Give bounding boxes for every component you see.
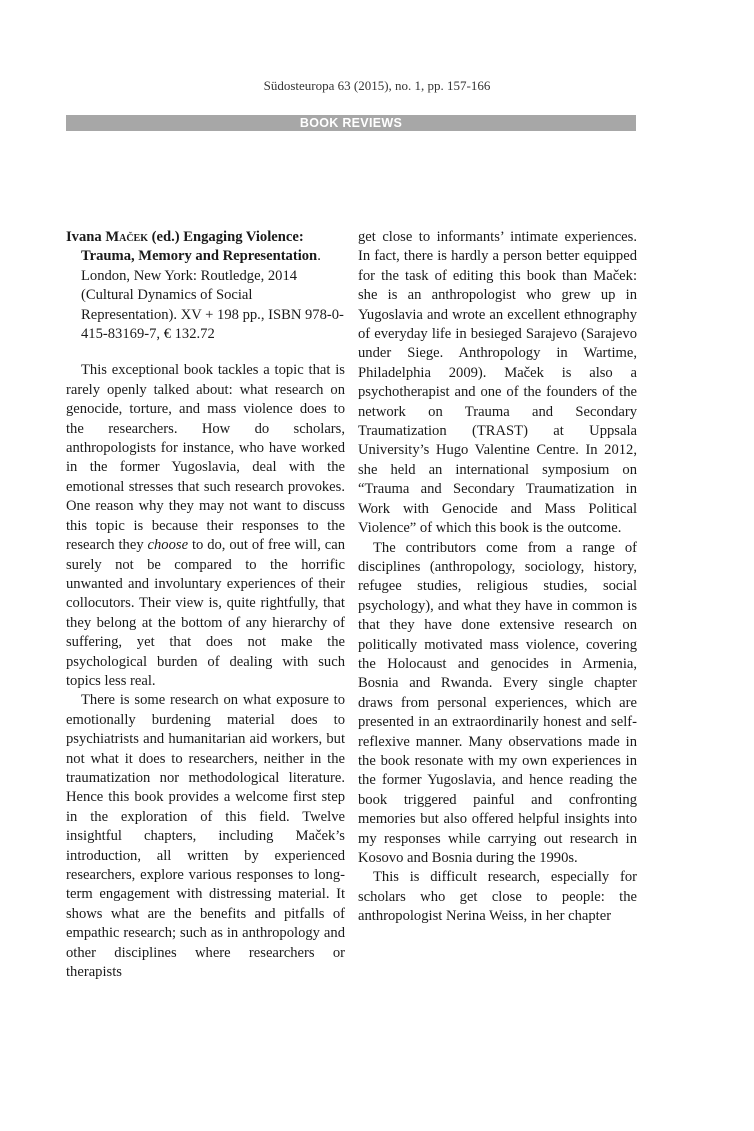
p1-text-a: This exceptional book tackles a topic that is rarely openly talked about: what research on genocide, torture, and mass violence does to the researchers. How do scholars, anthropologists for instance, who have worked in the former Yugoslavia, deal with the emotional stresses that such research provokes. One reason why they may not want to discuss this topic is because their responses to the research they	[66, 362, 345, 554]
body-paragraph-1	[66, 361, 345, 691]
running-head: Südosteuropa 63 (2015), no. 1, pp. 157-166	[263, 78, 491, 93]
review-reference	[66, 228, 345, 344]
body-paragraph-3: The contributors come from a range of disciplines (anthropology, sociology, history, refugee studies, religious studies, social psychology), and what they have in common is that they have done extensive research on politically motivated mass violence, covering the Holocaust and genocides in Armenia, Bosnia and Rwanda. Every single chapter draws from personal experiences, which are presented in an extraordinarily honest and self-reflexive manner. Many observations made in the book resonate with my own experiences in the former Yugoslavia, and hence reading the book triggered painful and confronting memories but also offered helpful insights into my responses while carrying out research in Kosovo and Bosnia during the 1990s.	[358, 539, 637, 866]
left-column	[66, 228, 345, 982]
author-first-name: Ivana	[66, 229, 106, 245]
body-paragraph-2-continued: get close to informants’ intimate experiences. In fact, there is hardly a person better equipped for the task of editing this book than Maček: she is an anthropologist who grew up in Yugoslavia and wrote an excellent ethnography of everyday life in besieged Sarajevo (Sarajevo under Siege. Anthropology in Wartime, Philadelphia 2009). Maček is also a psychotherapist and one of the founders of the network on Trauma and Secondary Traumatization (TRAST) at Uppsala University’s Hugo Valentine Centre. In 2012, she held an international symposium on “Trauma and Secondary Traumatization in Work with Genocide and Mass Political Violence” of which this book is the outcome.	[358, 229, 637, 537]
author-last-name: Maček	[105, 229, 149, 245]
review-author	[66, 229, 183, 245]
body-paragraph-4: This is difficult research, especially for scholars who get close to people: the anthropologist Nerina Weiss, in her chapter	[358, 869, 637, 925]
editor-tag: (ed.)	[148, 229, 184, 245]
p1-emphasis: choose	[147, 537, 189, 554]
body-paragraph-2: There is some research on what exposure to emotionally burdening material does to psychiatrists and humanitarian aid workers, but not what it does to researchers, neither in the traumatization nor methodological literature. Hence this book provides a welcome first step in the exploration of this field. Twelve insightful chapters, including Maček’s introduction, all written by experienced researchers, explore various responses to long-term engagement with distressing material. It shows what are the benefits and pitfalls of empathic research; such as in anthropology and other disciplines where researchers or therapists	[66, 692, 345, 981]
book-title: Engaging Violence: Trauma, Memory and Representation	[81, 229, 318, 265]
p1-text-b: to do, out of free will, can surely not be compared to the horrific unwanted and involuntary experiences of their collocutors. Their view is, quite rightfully, that they belong at the bottom of any hierarchy of suffering, yet that does not make the psychological burden of dealing with such topics less real.	[66, 537, 346, 689]
publication-details: . London, New York: Routledge, 2014 (Cultural Dynamics of Social Representation). XV + 198 pp., ISBN 978-0-415-83169-7, € 132.72	[81, 248, 344, 343]
right-column	[358, 228, 637, 927]
section-label-bar: BOOK REVIEWS	[66, 115, 636, 131]
